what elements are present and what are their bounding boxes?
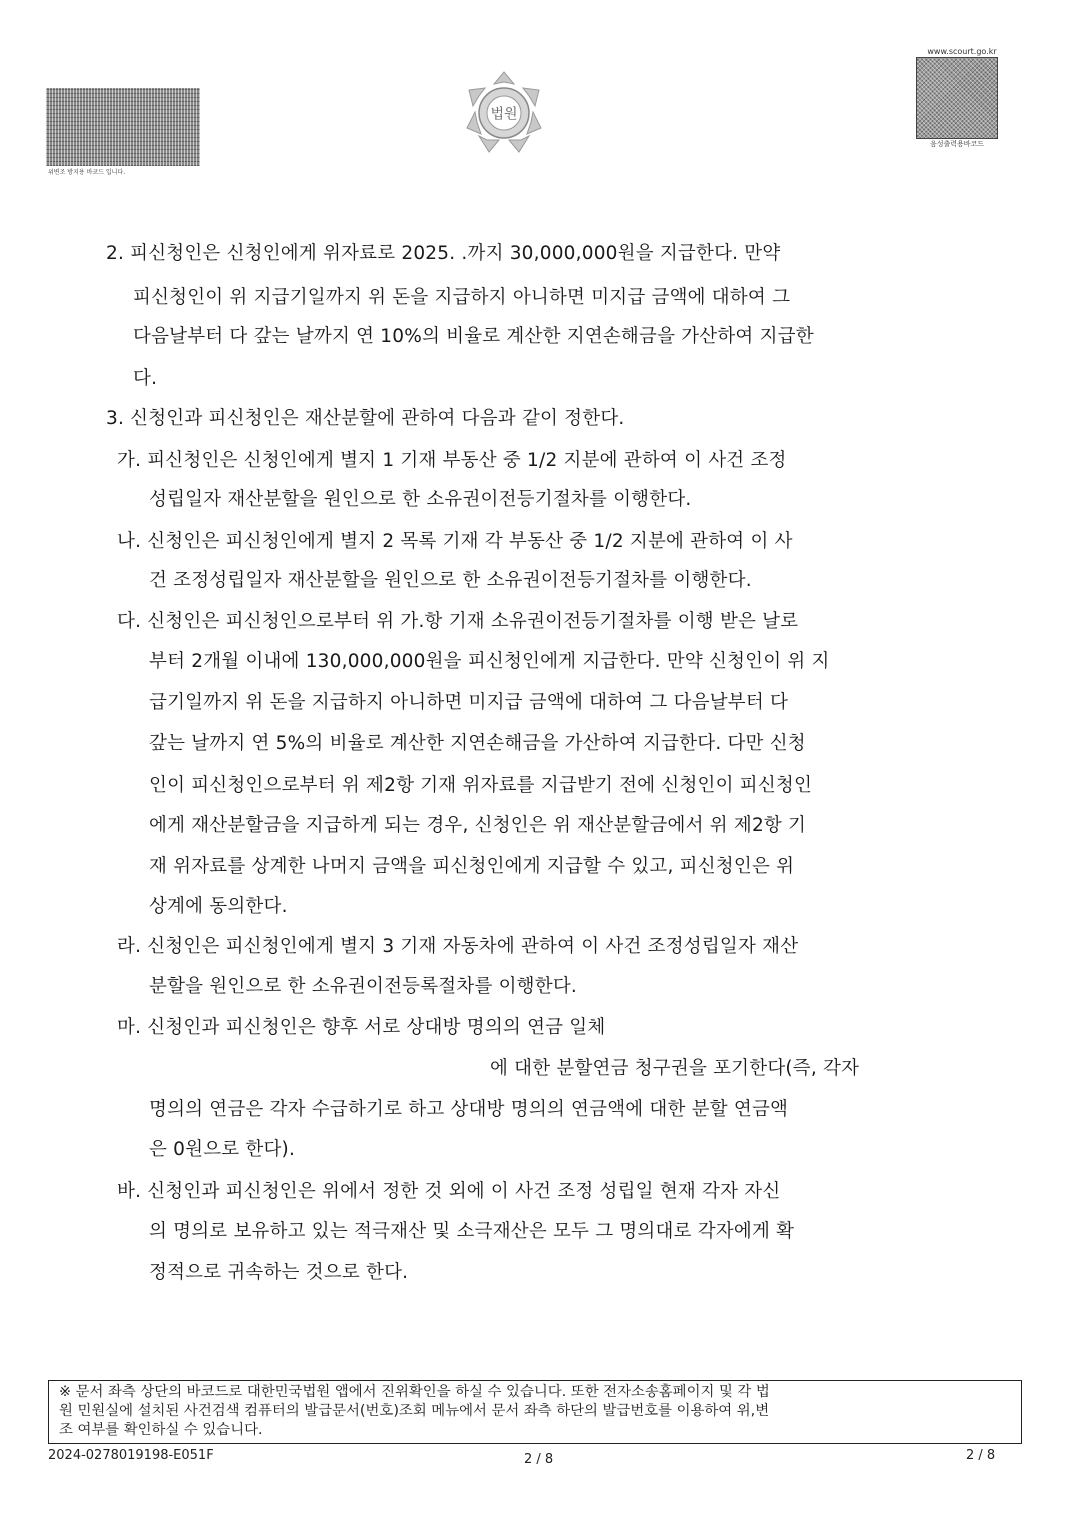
clause-3-da-line-5: 인이 피신청인으로부터 위 제2항 기재 위자료를 지급받기 전에 신청인이 피신청인 — [149, 775, 813, 796]
clause-3-da-line-2: 부터 2개월 이내에 130,000,000원을 피신청인에게 지급한다. 만약 신청인이 위 지 — [149, 651, 830, 672]
court-seal-emblem — [461, 70, 547, 156]
clause-3-da-line-1: 다. 신청인은 피신청인으로부터 위 가.항 기재 소유권이전등기절차를 이행 받은 날로 — [117, 611, 799, 632]
clause-3-ba-line-3: 정적으로 귀속하는 것으로 한다. — [149, 1262, 409, 1283]
clause-2-line-2: 피신청인이 위 지급기일까지 위 돈을 지급하지 아니하면 미지급 금액에 대하여 그 — [133, 287, 791, 308]
notice-line-1: ※ 문서 좌측 상단의 바코드로 대한민국법원 앱에서 진위확인을 하실 수 있습니다. 또한 전자소송홈페이지 및 각 법 — [59, 1384, 770, 1400]
issue-number: 2024-0278019198-E051F — [48, 1448, 214, 1463]
page-number-center: 2 / 8 — [524, 1452, 554, 1467]
clause-3-da-line-6: 에게 재산분할금을 지급하게 되는 경우, 신청인은 위 재산분할금에서 위 제2항 기 — [149, 815, 807, 836]
tamper-proof-barcode — [46, 88, 200, 166]
clause-3-da-line-3: 급기일까지 위 돈을 지급하지 아니하면 미지급 금액에 대하여 그 다음날부터 다 — [149, 692, 789, 713]
clause-3-da-line-4: 갚는 날까지 연 5%의 비율로 계산한 지연손해금을 가산하여 지급한다. 다만 신청 — [149, 733, 806, 754]
authenticity-notice-box — [48, 1380, 1022, 1444]
clause-2-line-1: 2. 피신청인은 신청인에게 위자료로 2025. .까지 30,000,000원을 지급한다. 만약 — [106, 243, 781, 264]
clause-3-ga-line-2: 성립일자 재산분할을 원인으로 한 소유권이전등기절차를 이행한다. — [149, 489, 692, 510]
notice-line-3: 조 여부를 확인하실 수 있습니다. — [59, 1422, 263, 1438]
clause-2-line-4: 다. — [133, 368, 158, 389]
clause-3-ga-line-1: 가. 피신청인은 신청인에게 별지 1 기재 부동산 중 1/2 지분에 관하여 이 사건 조정 — [117, 450, 787, 471]
clause-3-ma-line-4: 은 0원으로 한다). — [149, 1139, 296, 1160]
page-number-right: 2 / 8 — [966, 1448, 996, 1463]
clause-3-da-line-7: 재 위자료를 상계한 나머지 금액을 피신청인에게 지급할 수 있고, 피신청인은 위 — [149, 856, 795, 877]
clause-3-na-line-1: 나. 신청인은 피신청인에게 별지 2 목록 기재 각 부동산 중 1/2 지분에 관하여 이 사 — [117, 531, 793, 552]
voice-output-qr-code — [916, 57, 998, 139]
clause-3-ra-line-2: 분할을 원인으로 한 소유권이전등록절차를 이행한다. — [149, 976, 577, 997]
qr-url: www.scourt.go.kr — [927, 47, 997, 56]
qr-caption: 음성출력용바코드 — [929, 140, 985, 148]
notice-line-2: 원 민원실에 설치된 사건검색 컴퓨터의 발급문서(번호)조회 메뉴에서 문서 좌측 하단의 발급번호를 이용하여 위,변 — [59, 1403, 770, 1419]
clause-3-ma-line-2: 에 대한 분할연금 청구권을 포기한다(즉, 각자 — [490, 1058, 860, 1079]
clause-3-ba-line-2: 의 명의로 보유하고 있는 적극재산 및 소극재산은 모두 그 명의대로 각자에게 확 — [149, 1221, 795, 1242]
clause-3-heading: 3. 신청인과 피신청인은 재산분할에 관하여 다음과 같이 정한다. — [106, 408, 625, 429]
clause-3-ba-line-1: 바. 신청인과 피신청인은 위에서 정한 것 외에 이 사건 조정 성립일 현재 각자 자신 — [117, 1181, 781, 1202]
clause-3-da-line-8: 상계에 동의한다. — [149, 896, 288, 917]
seal-label: 법원 — [490, 106, 518, 123]
clause-3-ma-line-1: 마. 신청인과 피신청인은 향후 서로 상대방 명의의 연금 일체 — [117, 1017, 606, 1038]
barcode-caption: 위변조 방지용 바코드 입니다. — [48, 169, 126, 176]
clause-3-ma-line-3: 명의의 연금은 각자 수급하기로 하고 상대방 명의의 연금액에 대한 분할 연금액 — [149, 1099, 789, 1120]
clause-2-line-3: 다음날부터 다 갚는 날까지 연 10%의 비율로 계산한 지연손해금을 가산하여 지급한 — [133, 326, 814, 347]
clause-3-ra-line-1: 라. 신청인은 피신청인에게 별지 3 기재 자동차에 관하여 이 사건 조정성립일자 재산 — [117, 936, 799, 957]
clause-3-na-line-2: 건 조정성립일자 재산분할을 원인으로 한 소유권이전등기절차를 이행한다. — [149, 570, 752, 591]
